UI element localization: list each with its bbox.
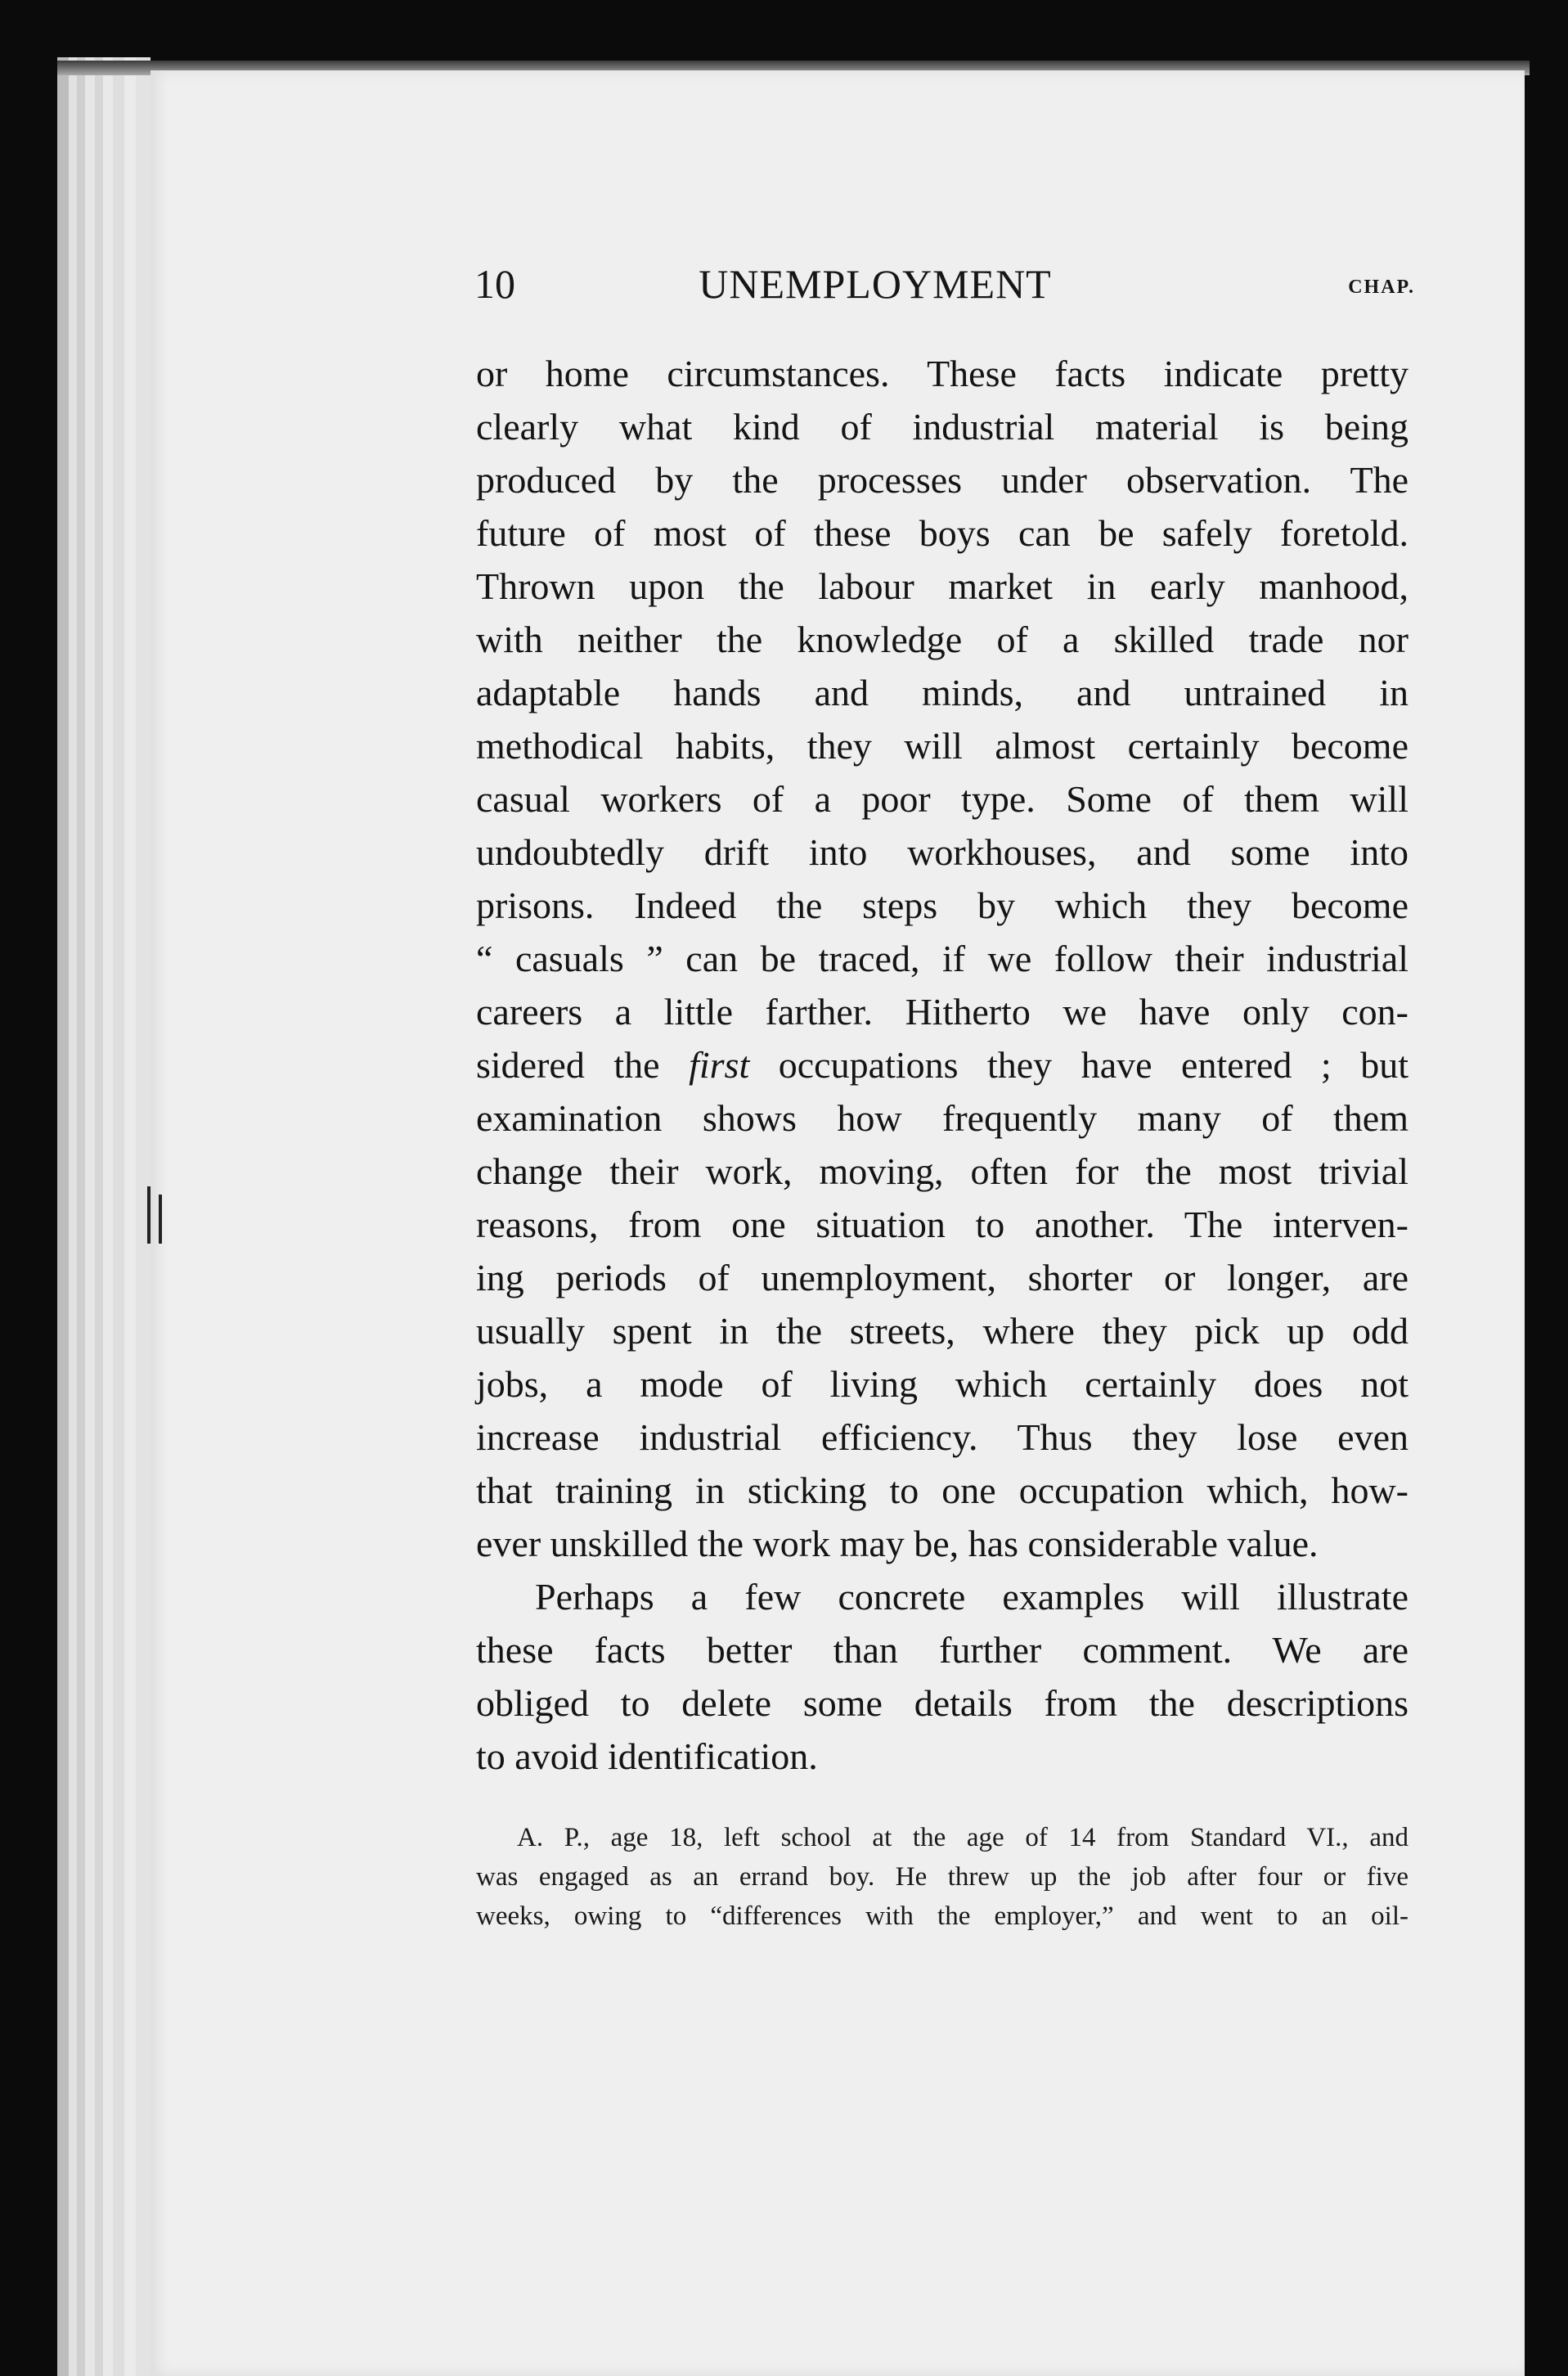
body-text <box>476 347 1409 1783</box>
text-line: casual workers of a poor type. Some of them will <box>476 778 1409 820</box>
page-edge <box>113 57 124 2376</box>
scan-artifact <box>159 1195 162 1244</box>
page-edge <box>85 57 95 2376</box>
text-line: Perhaps a few concrete examples will illustrate <box>535 1576 1409 1618</box>
case-example-text <box>476 1818 1409 1936</box>
text-line: weeks, owing to “differences with the employer,” and went to an oil- <box>476 1901 1409 1931</box>
text-line: or home circumstances. These facts indicate pretty <box>476 353 1409 394</box>
text-line: examination shows how frequently many of them <box>476 1097 1409 1139</box>
text-line: usually spent in the streets, where they pick up odd <box>476 1310 1409 1352</box>
text-line: A. P., age 18, left school at the age of 14 from Standard VI., and <box>517 1823 1409 1852</box>
page-edge <box>69 57 77 2376</box>
text-line: these facts better than further comment. We are <box>476 1629 1409 1671</box>
scan-artifact <box>147 1186 151 1244</box>
text-line <box>476 1038 1409 1091</box>
page-edge <box>77 57 85 2376</box>
text-line: reasons, from one situation to another. The interven- <box>476 1204 1409 1245</box>
page-edge <box>57 57 69 2376</box>
page-edge <box>95 57 103 2376</box>
page-edge <box>103 57 113 2376</box>
text-line: jobs, a mode of living which certainly does not <box>476 1363 1409 1405</box>
text-line: that training in sticking to one occupation which, how- <box>476 1469 1409 1511</box>
page-number: 10 <box>474 261 515 307</box>
text-line: prisons. Indeed the steps by which they become <box>476 884 1409 926</box>
text-line: clearly what kind of industrial material is being <box>476 406 1409 448</box>
text-segment: occupations they have entered ; but <box>749 1044 1409 1086</box>
text-segment: sidered the <box>476 1044 690 1086</box>
chapter-abbrev: CHAP. <box>1348 277 1415 298</box>
text-line: change their work, moving, often for the most trivial <box>476 1150 1409 1192</box>
text-line: ever unskilled the work may be, has considerable value. <box>476 1523 1319 1564</box>
text-line: methodical habits, they will almost certainly become <box>476 725 1409 767</box>
text-line: with neither the knowledge of a skilled trade nor <box>476 619 1409 660</box>
text-line: was engaged as an errand boy. He threw up the job after four or five <box>476 1862 1409 1892</box>
text-line: adaptable hands and minds, and untrained in <box>476 672 1409 713</box>
text-line: obliged to delete some details from the descriptions <box>476 1682 1409 1724</box>
text-line: future of most of these boys can be safely foretold. <box>476 512 1409 554</box>
text-line: Thrown upon the labour market in early manhood, <box>476 565 1409 607</box>
page-edge <box>124 57 136 2376</box>
text-line: careers a little farther. Hitherto we have only con- <box>476 991 1409 1033</box>
text-line: increase industrial efficiency. Thus they lose even <box>476 1416 1409 1458</box>
text-line: “ casuals ” can be traced, if we follow their industrial <box>476 938 1409 979</box>
text-line: produced by the processes under observation. The <box>476 459 1409 501</box>
text-line: to avoid identification. <box>476 1735 818 1777</box>
emphasized-word: first <box>689 1044 750 1086</box>
text-line: ing periods of unemployment, shorter or longer, are <box>476 1257 1409 1298</box>
text-line: undoubtedly drift into workhouses, and some into <box>476 831 1409 873</box>
running-head <box>327 260 1423 309</box>
running-title: UNEMPLOYMENT <box>699 261 1052 307</box>
